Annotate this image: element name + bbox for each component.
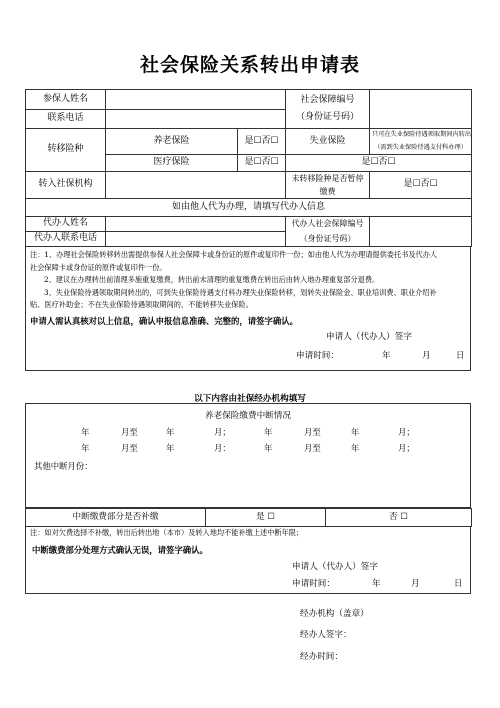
date-year-label-2: 年 <box>372 579 381 589</box>
contact-phone-field[interactable] <box>106 110 286 129</box>
ss-number-label: 社会保障编号 （身份证号码） <box>286 90 370 129</box>
officer-signature-label: 经办人签字： <box>300 630 352 640</box>
unemployment-note: 只可在失业保险待遇领取期间内转出 （需到失业保险待遇支付科办理） <box>370 129 472 155</box>
ss-number-field[interactable] <box>370 90 472 129</box>
interruption-header: 养老保险缴费中断情况 <box>205 411 291 421</box>
interruption-box: 养老保险缴费中断情况 年 月至 年 月； 年 月至 年 月； 年 月至 年 月： 年 月至 年 月； 其他中断月份： <box>25 403 471 508</box>
date-day-label-2: 日 <box>454 579 463 589</box>
supplement-table <box>25 508 472 527</box>
date-day-label: 日 <box>456 351 465 361</box>
note-1a: 注：1、办理社会保险转移转出需提供参保人社会保障卡或身份证的原件或复印件一份；如由他人代为办理请提供委托书及代办人 <box>30 250 438 259</box>
application-date-label-2: 申请时间： <box>292 579 335 589</box>
proxy-ss-field[interactable] <box>370 217 472 247</box>
date-month-label-2: 月 <box>411 579 420 589</box>
date-year-label: 年 <box>382 351 391 361</box>
insured-name-field[interactable] <box>106 90 286 110</box>
suspend-payment-label: 未转移险种是否暂停 缴费 <box>286 172 370 199</box>
proxy-info-header: 如由他人代为办理，请填写代办人信息 <box>26 199 472 217</box>
unemployment-yes-no[interactable]: 是☐否☐ <box>286 155 472 172</box>
supplement-yes[interactable]: 是 ☐ <box>206 509 326 527</box>
applicant-signature-label-2: 申请人（代办人）签字 <box>292 562 378 572</box>
note-3b: 贴、医疗补助金；不在失业保险待遇领取期间的，不能转移失业保险。 <box>30 300 253 309</box>
receiving-agency-label: 转入社保机构 <box>26 172 106 199</box>
supplement-note-box <box>25 526 471 594</box>
proxy-name-label: 代办人姓名 <box>26 217 106 232</box>
proxy-phone-label: 代办人联系电话 <box>26 232 106 247</box>
note-3a: 3、失业保险待遇领取期间转出的，可到失业保险待遇支付科办理失业保险转移，划转失业保险金、职业培训费、职业介绍补 <box>44 287 437 297</box>
supplement-confirm: 中断缴费部分处理方式确认无误，请签字确认。 <box>32 545 208 555</box>
form-title: 社会保险关系转出申请表 <box>139 54 360 76</box>
pension-label: 养老保险 <box>106 129 238 155</box>
confirm-statement: 申请人需认真核对以上信息，确认申报信息准确、完整的，请签字确认。 <box>30 315 298 326</box>
supplement-no[interactable]: 否 ☐ <box>326 509 472 527</box>
receiving-agency-field[interactable] <box>106 172 286 199</box>
medical-label: 医疗保险 <box>106 155 238 172</box>
handle-time-label: 经办时间： <box>300 652 343 662</box>
notes-section <box>25 246 471 371</box>
applicant-info-table <box>25 89 472 247</box>
supplement-label: 中断缴费部分是否补缴 <box>26 509 206 527</box>
unemployment-label: 失业保险 <box>286 129 370 155</box>
proxy-ss-label: 代办人社会保障编号 （身份证号码） <box>286 217 370 247</box>
applicant-signature-label: 申请人（代办人）签字 <box>326 332 412 342</box>
other-interruption-label: 其他中断月份： <box>34 461 93 471</box>
note-2: 2、建议在办理转出前清理多施重复缴费，转出前未清理的重复缴费在转出后由转入地办理重复部分退费。 <box>44 275 380 284</box>
proxy-name-field[interactable] <box>106 217 286 232</box>
medical-yes-no[interactable]: 是☐否☐ <box>238 155 286 172</box>
transfer-type-label: 转移险种 <box>26 129 106 172</box>
pension-yes-no[interactable]: 是☐否☐ <box>238 129 286 155</box>
agency-stamp-label: 经办机构（盖章） <box>300 609 369 619</box>
contact-phone-label: 联系电话 <box>26 110 106 129</box>
proxy-phone-field[interactable] <box>106 232 286 247</box>
agency-section-title: 以下内容由社保经办机构填写 <box>194 394 306 404</box>
insured-name-label: 参保人姓名 <box>26 90 106 110</box>
suspend-payment-yes-no[interactable]: 是☐否☐ <box>370 172 472 199</box>
note-1b: 社会保障卡或身份证的原件或复印件一份。 <box>30 262 167 272</box>
supplement-note: 注：如对欠费选择不补缴，转出后转出地（本市）及转入地均不能补缴上述中断年限； <box>30 528 304 537</box>
date-month-label: 月 <box>422 351 431 361</box>
application-date-label: 申请时间： <box>296 351 339 361</box>
